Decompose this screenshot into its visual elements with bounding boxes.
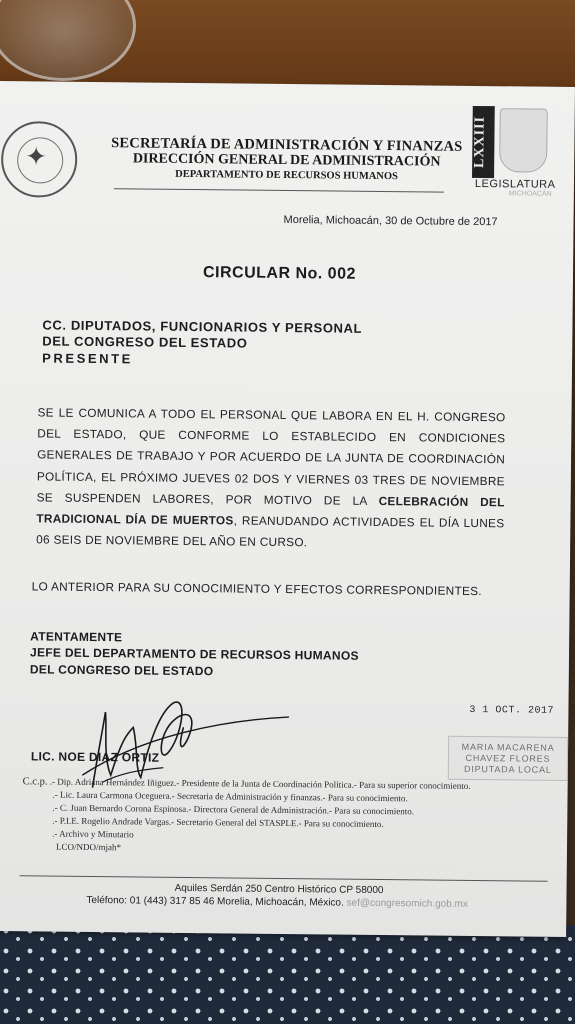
addressee-line-2: DEL CONGRESO DEL ESTADO (42, 333, 248, 351)
ccp-label: C.c.p. (22, 776, 48, 788)
body-text-2: , REANUDANDO ACTIVIDADES EL DÍA LUNES 06 SEIS DE NOVIEMBRE DEL AÑO EN CURSO. (36, 513, 505, 550)
ccp-row: C.c.p. .- Dip. Adriana Hernández Iñiguez.- Presidente de la Junta de Coordinación Política.- Para su superior conocimiento. (22, 776, 471, 791)
ccp-row: .- Lic. Laura Carmona Oceguera.- Secretaria de Administración y finanzas.- Para su conocimiento. (52, 789, 408, 804)
body-paragraph (36, 402, 506, 555)
document-title: CIRCULAR No. 002 (202, 264, 357, 283)
eagle-seal-icon: ✦ (1, 121, 78, 198)
body-text-bold: CELEBRACIÓN DEL TRADICIONAL DÍA DE MUERTOS (36, 493, 505, 528)
ccp-row: LCO/NDO/mjah* (55, 841, 122, 853)
footer-divider (20, 875, 548, 882)
footer-contact (86, 895, 468, 910)
stamp-line-2: CHAVEZ FLORES (465, 752, 551, 764)
header-secretaria: SECRETARÍA DE ADMINISTRACIÓN Y FINANZAS (111, 135, 463, 155)
footer-phone: Teléfono: 01 (443) 317 85 46 Morelia, Michoacán, México. (86, 894, 344, 909)
header-direccion: DIRECCIÓN GENERAL DE ADMINISTRACIÓN (132, 151, 441, 170)
received-stamp-date: 3 1 OCT. 2017 (469, 704, 555, 717)
ccp-row: .- P.I.E. Rogelio Andrade Vargas.- Secretario General del STASPLE.- Para su conocimiento. (52, 815, 384, 830)
header-divider (114, 188, 444, 192)
signoff-line-3: DEL CONGRESO DEL ESTADO (29, 662, 214, 679)
stamp-line-3: DIPUTADA LOCAL (464, 763, 552, 775)
document-page (0, 81, 575, 937)
signer-name: LIC. NOE DIAZ ORTIZ (30, 749, 160, 765)
body-text-1: SE LE COMUNICA A TODO EL PERSONAL QUE LABORA EN EL H. CONGRESO DEL ESTADO, QUE CONFORME LO ESTABLECIDO EN CONDICIONES GENERALES DE TRABAJO Y POR ACUERDO DE LA JUNTA DE COORDINACIÓN POLÍTICA, EL PRÓXIMO JUEVES 02 DOS Y VIERNES 03 TRES DE NOVIEMBRE SE SUSPENDEN LABORES, POR MOTIVO DE LA (36, 405, 506, 508)
legislatura-label: LEGISLATURA (474, 177, 556, 191)
ccp-list (22, 775, 543, 858)
addressee-line-3: PRESENTE (42, 350, 134, 367)
congress-crest-icon (499, 108, 548, 172)
closing-line: LO ANTERIOR PARA SU CONOCIMIENTO Y EFECTOS CORRESPONDIENTES. (31, 579, 482, 599)
footer-address: Aquiles Serdán 250 Centro Histórico CP 58000 (174, 882, 384, 897)
legislatura-sub: MICHOACÁN (508, 190, 552, 198)
ccp-row: .- C. Juan Bernardo Corona Espinosa.- Directora General de Administración.- Para su conocimiento. (52, 802, 415, 817)
signoff-line-2: JEFE DEL DEPARTAMENTO DE RECURSOS HUMANOS (29, 645, 359, 663)
header-departamento: DEPARTAMENTO DE RECURSOS HUMANOS (175, 168, 398, 183)
addressee-line-1: CC. DIPUTADOS, FUNCIONARIOS Y PERSONAL (42, 317, 363, 336)
ccp-row: .- Archivo y Minutario (52, 828, 134, 840)
legislatura-numeral: LXXIII (472, 115, 488, 169)
document-date: Morelia, Michoacán, 30 de Octubre de 2017 (283, 213, 498, 229)
footer-email: sef@congresomich.gob.mx (346, 897, 468, 910)
stamp-line-1: MARIA MACARENA (461, 741, 555, 753)
signoff-line-1: ATENTAMENTE (30, 629, 123, 645)
patterned-cloth (0, 925, 575, 1024)
